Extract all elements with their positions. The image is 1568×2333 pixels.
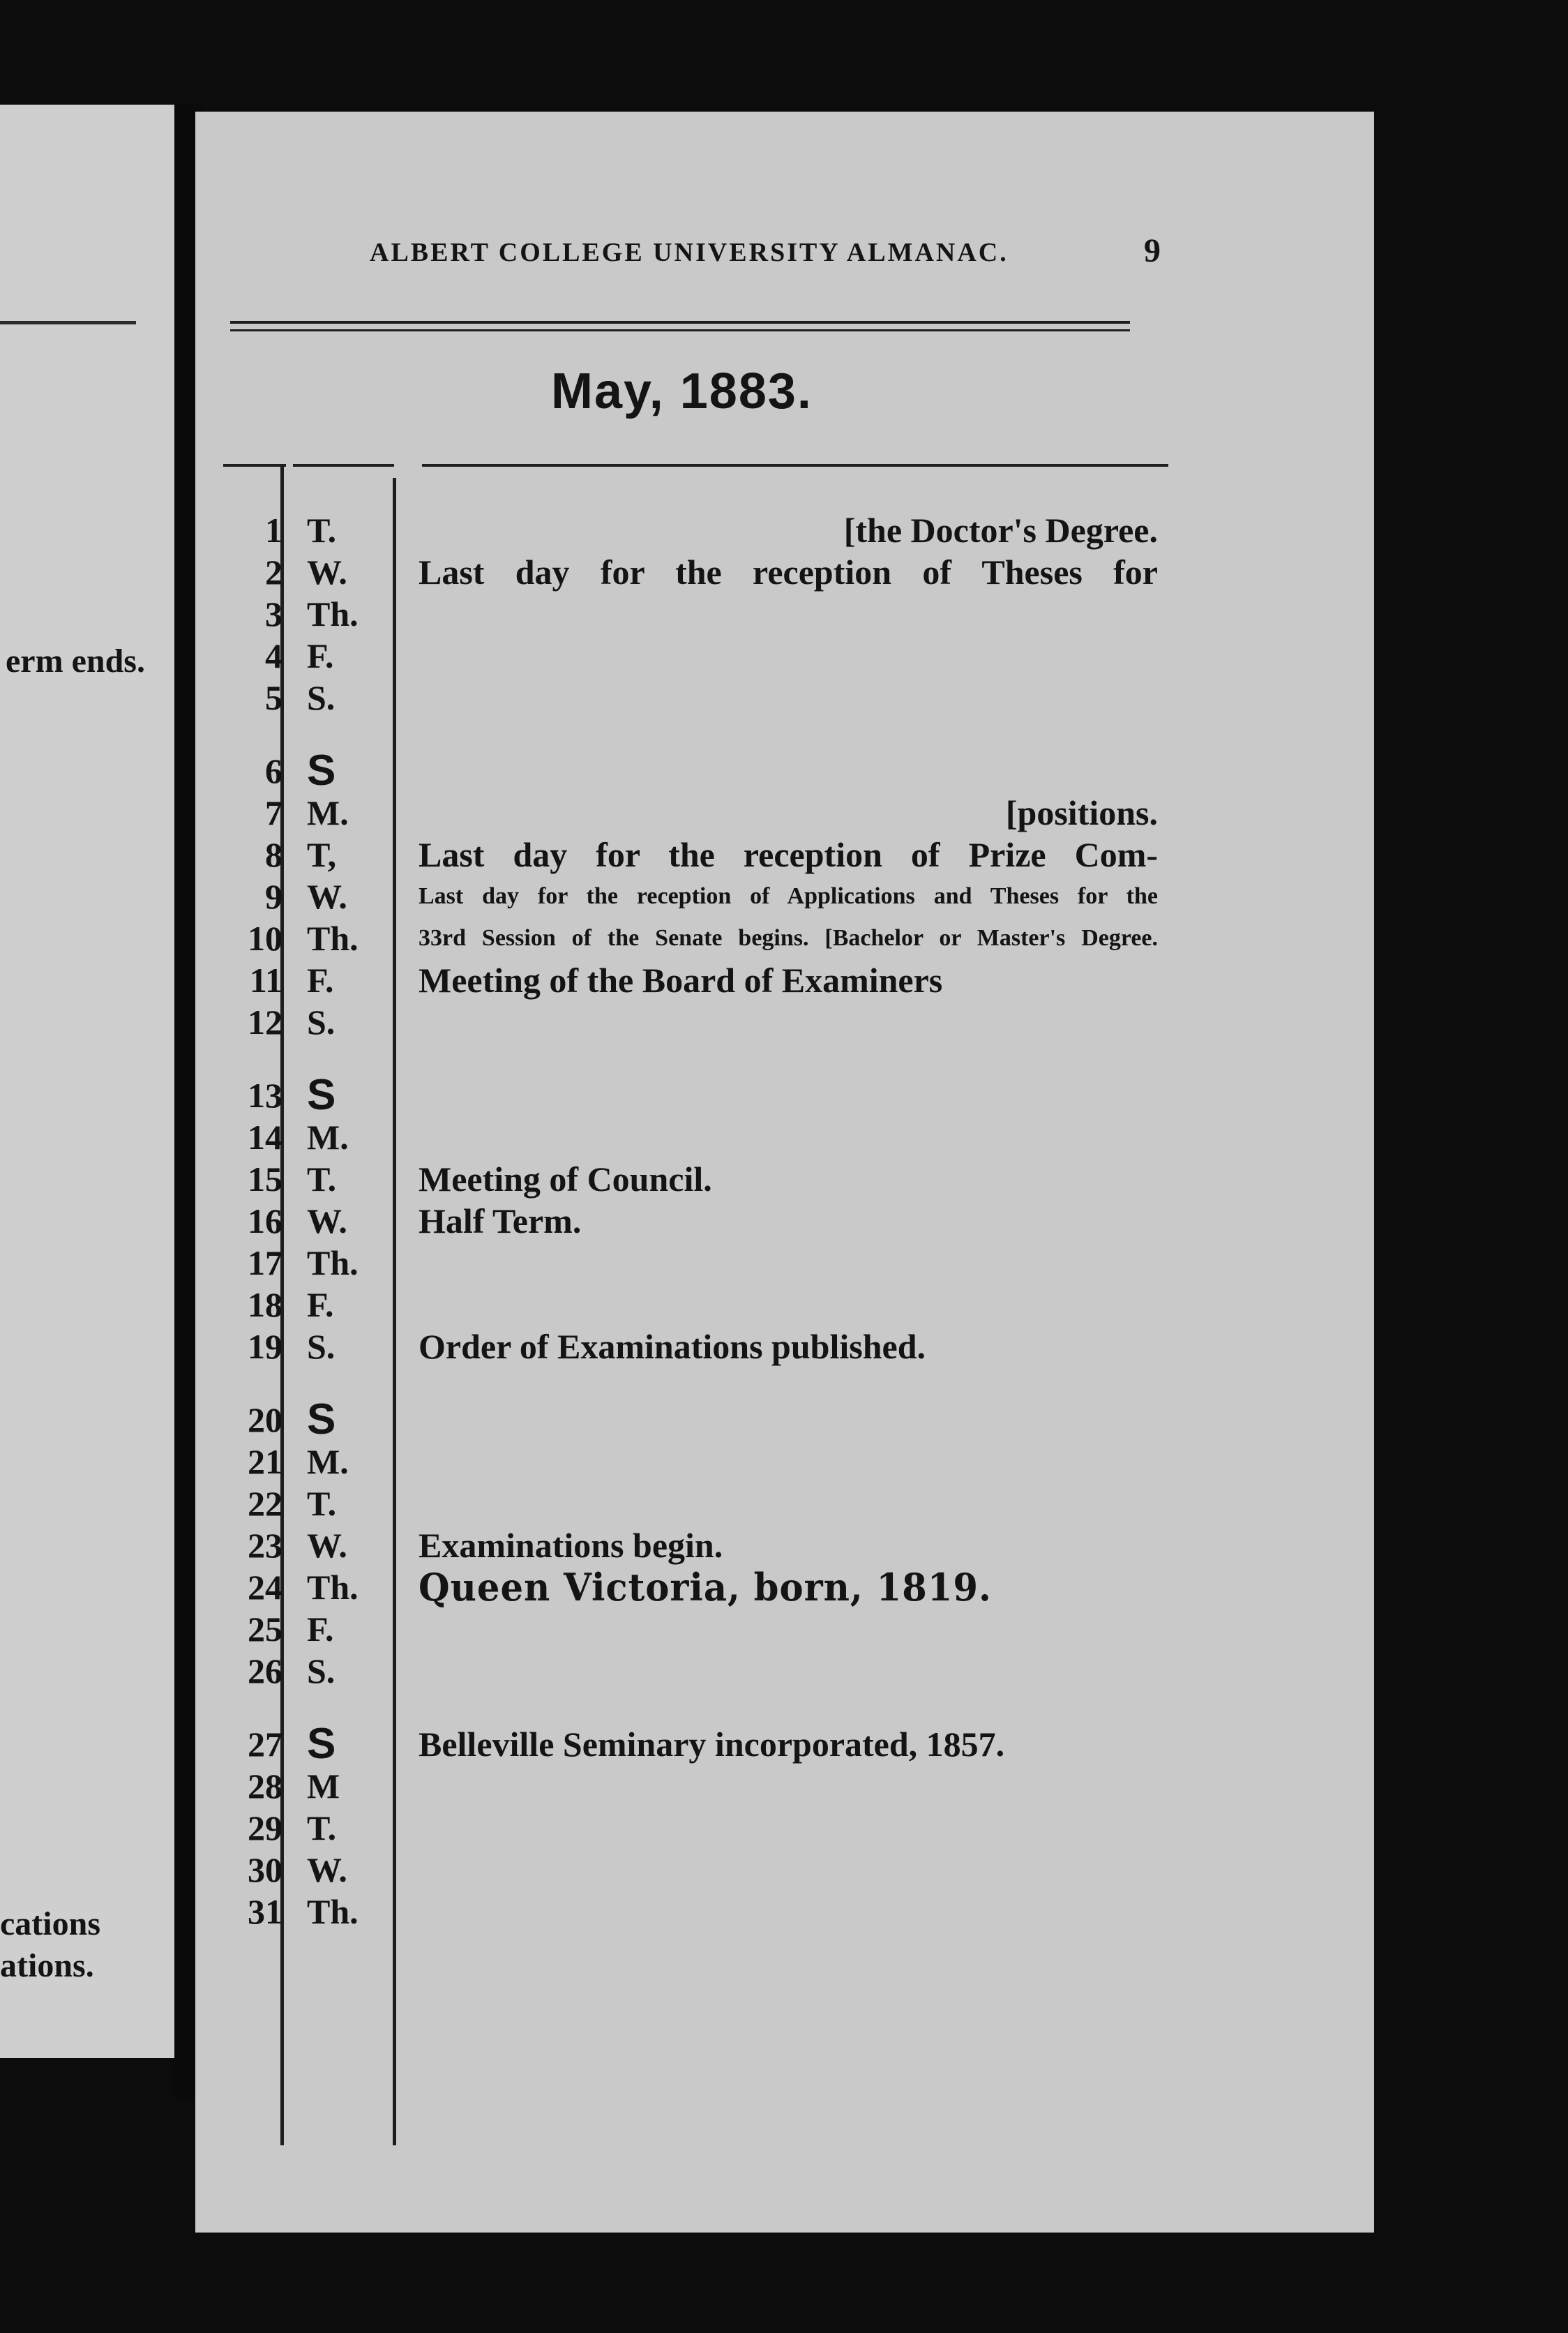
weekday-abbrev: F. [307, 1285, 334, 1324]
event-text: Meeting of Council. [419, 1160, 712, 1199]
calendar-row [195, 876, 1374, 917]
header-rule-bottom [230, 329, 1130, 331]
column-rule-weekdays [293, 464, 394, 467]
day-number: 11 [249, 961, 282, 1000]
event-text: Last day for the reception of Applications and Theses for the [419, 883, 1158, 909]
day-number: 18 [248, 1285, 282, 1324]
event-text: Order of Examinations published. [419, 1327, 926, 1366]
day-number: 29 [248, 1808, 282, 1847]
calendar-row [195, 1483, 1374, 1524]
weekday-abbrev: W. [307, 1850, 347, 1889]
day-number: 15 [248, 1160, 282, 1199]
calendar-row [195, 1116, 1374, 1158]
previous-page-line: cations [0, 1905, 100, 1942]
column-rule-events [422, 464, 1168, 467]
day-number: 9 [265, 877, 282, 916]
weekday-abbrev: W. [307, 1201, 347, 1240]
previous-page-rule [0, 321, 136, 324]
calendar-row [195, 677, 1374, 719]
event-text: Meeting of the Board of Examiners [419, 961, 943, 1000]
page-number: 9 [1144, 232, 1161, 269]
calendar-row [195, 1326, 1374, 1367]
calendar-row [195, 1001, 1374, 1043]
calendar-row [195, 747, 1374, 795]
day-number: 12 [248, 1003, 282, 1042]
weekday-abbrev: Th. [307, 594, 359, 633]
weekday-abbrev: S. [307, 1651, 336, 1690]
event-text: Belleville Seminary incorporated, 1857. [419, 1725, 1005, 1764]
day-number: 8 [265, 835, 282, 874]
event-text: [the Doctor's Degree. [843, 511, 1158, 550]
calendar-row [195, 1524, 1374, 1566]
calendar-row [195, 509, 1374, 551]
calendar-row [195, 1242, 1374, 1284]
almanac-page [195, 112, 1374, 2233]
calendar-row [195, 1566, 1374, 1608]
weekday-abbrev: M. [307, 793, 349, 832]
header-rule-top [230, 321, 1130, 324]
calendar-row [195, 1158, 1374, 1200]
weekday-abbrev: F. [307, 636, 334, 675]
event-text: Last day for the reception of Prize Com- [419, 835, 1158, 874]
calendar-row [195, 792, 1374, 834]
calendar-row [195, 1720, 1374, 1768]
day-number: 26 [248, 1651, 282, 1690]
calendar-row [195, 1200, 1374, 1242]
weekday-abbrev: Th. [307, 919, 359, 958]
calendar-row [195, 1441, 1374, 1483]
day-number: 2 [265, 553, 282, 592]
day-number: 30 [248, 1850, 282, 1889]
calendar-row [195, 1608, 1374, 1650]
weekday-abbrev: Th. [307, 1243, 359, 1282]
weekday-abbrev: S. [307, 678, 336, 717]
day-number: 14 [248, 1118, 282, 1157]
day-number: 22 [248, 1484, 282, 1523]
day-number: 21 [248, 1442, 282, 1481]
calendar-row [195, 1395, 1374, 1443]
weekday-abbrev: F. [307, 961, 334, 1000]
previous-page-fragment [0, 105, 174, 2058]
calendar-row [195, 1650, 1374, 1692]
calendar-row [195, 917, 1374, 959]
calendar-row [195, 834, 1374, 876]
calendar-row [195, 551, 1374, 593]
day-number: 28 [248, 1766, 282, 1806]
weekday-abbrev: Th. [307, 1568, 359, 1607]
weekday-abbrev: T. [307, 511, 337, 550]
day-number: 6 [265, 751, 282, 790]
calendar-row [195, 1284, 1374, 1326]
calendar-row [195, 593, 1374, 635]
day-number: 20 [248, 1400, 282, 1439]
weekday-abbrev: W. [307, 877, 347, 916]
day-number: 5 [265, 678, 282, 717]
day-number: 4 [265, 636, 282, 675]
day-number: 24 [248, 1568, 282, 1607]
day-number: 19 [248, 1327, 282, 1366]
weekday-sunday: S [307, 1071, 336, 1119]
calendar-row [195, 1071, 1374, 1119]
day-number: 13 [248, 1076, 282, 1115]
weekday-abbrev: M. [307, 1442, 349, 1481]
weekday-sunday: S [307, 1720, 336, 1768]
event-text: Last day for the reception of Theses for [419, 553, 1158, 592]
column-rule-days [223, 464, 286, 467]
day-number: 17 [248, 1243, 282, 1282]
previous-page-line: ations. [0, 1947, 94, 1984]
calendar-row [195, 1765, 1374, 1807]
weekday-abbrev: S. [307, 1327, 336, 1366]
day-number: 16 [248, 1201, 282, 1240]
day-number: 27 [248, 1725, 282, 1764]
day-number: 23 [248, 1526, 282, 1565]
weekday-abbrev: S. [307, 1003, 336, 1042]
day-number: 25 [248, 1610, 282, 1649]
weekday-abbrev: Th. [307, 1892, 359, 1931]
weekday-sunday: S [307, 747, 336, 795]
month-title: May, 1883. [551, 363, 813, 419]
previous-page-line: erm ends. [6, 643, 145, 680]
event-text: Queen Victoria, born, 1819. [419, 1565, 992, 1610]
weekday-abbrev: T, [307, 835, 337, 874]
calendar-row [195, 1849, 1374, 1891]
weekday-abbrev: F. [307, 1610, 334, 1649]
weekday-abbrev: M [307, 1766, 340, 1806]
weekday-abbrev: M. [307, 1118, 349, 1157]
running-title: ALBERT COLLEGE UNIVERSITY ALMANAC. [370, 238, 1009, 267]
weekday-sunday: S [307, 1395, 336, 1443]
day-number: 3 [265, 594, 282, 633]
weekday-abbrev: T. [307, 1808, 337, 1847]
day-number: 7 [265, 793, 282, 832]
event-text: 33rd Session of the Senate begins. [Bachelor or Master's Degree. [419, 925, 1158, 951]
weekday-abbrev: W. [307, 553, 347, 592]
event-text: Half Term. [419, 1201, 582, 1240]
calendar-row [195, 1807, 1374, 1849]
day-number: 10 [248, 919, 282, 958]
day-number: 31 [248, 1892, 282, 1931]
event-text: [positions. [1005, 793, 1158, 832]
day-number: 1 [265, 511, 282, 550]
calendar-row [195, 635, 1374, 677]
weekday-abbrev: T. [307, 1484, 337, 1523]
calendar-row [195, 1891, 1374, 1933]
weekday-abbrev: T. [307, 1160, 337, 1199]
weekday-abbrev: W. [307, 1526, 347, 1565]
event-text: Examinations begin. [419, 1526, 723, 1565]
calendar-row [195, 959, 1374, 1001]
